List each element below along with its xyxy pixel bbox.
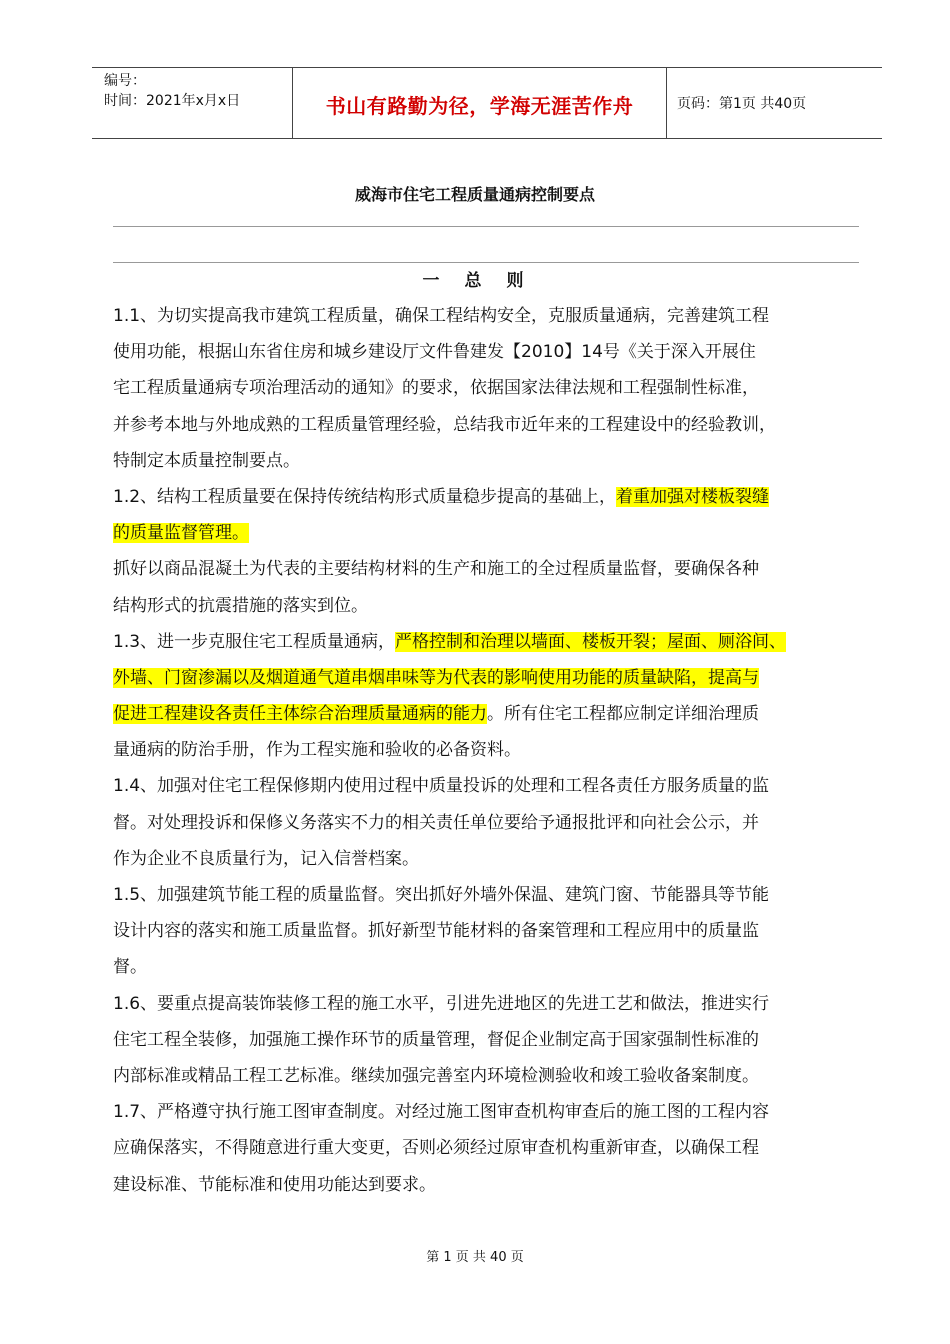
body-text-segment: 1.2、结构工程质量要在保持传统结构形式质量稳步提高的基础上，	[113, 486, 617, 507]
section-title: 一 总 则	[422, 271, 528, 291]
body-text-segment: 宅工程质量通病专项治理活动的通知》的要求，依据国家法律法规和工程强制性标准，	[113, 378, 759, 399]
body-text-segment: 1.7、严格遵守执行施工图审查制度。对经过施工图审查机构审查后的施工图的工程内容	[113, 1102, 770, 1123]
header-info-cell	[92, 68, 292, 138]
body-line	[113, 696, 873, 732]
highlighted-text: 着重加强对楼板裂缝	[616, 486, 770, 507]
body-text-segment: 使用功能，根据山东省住房和城乡建设厅文件鲁建发【2010】14号《关于深入开展住	[113, 342, 756, 363]
body-text-segment: 内部标准或精品工程工艺标准。继续加强完善室内环境检测验收和竣工验收备案制度。	[113, 1065, 759, 1086]
document-header	[92, 67, 882, 139]
body-line	[113, 841, 873, 877]
highlighted-text: 的质量监督管理。	[113, 523, 249, 544]
body-text-segment: 应确保落实，不得随意进行重大变更，否则必须经过原审查机构重新审查，以确保工程	[113, 1138, 759, 1159]
body-text-segment: 1.4、加强对住宅工程保修期内使用过程中质量投诉的处理和工程各责任方服务质量的监	[113, 776, 770, 797]
body-line	[113, 588, 873, 624]
body-line	[113, 624, 873, 660]
body-text-segment: 住宅工程全装修，加强施工操作环节的质量管理，督促企业制定高于国家强制性标准的	[113, 1029, 759, 1050]
body-line	[113, 1130, 873, 1166]
document-title: 威海市住宅工程质量通病控制要点	[354, 185, 595, 204]
body-text-segment: 结构形式的抗震措施的落实到位。	[113, 595, 368, 616]
body-text-segment: 督。对处理投诉和保修义务落实不力的相关责任单位要给予通报批评和向社会公示，并	[113, 812, 759, 833]
document-body	[113, 298, 873, 1203]
body-text-segment: 督。	[113, 957, 147, 978]
highlighted-text: 外墙、门窗渗漏以及烟道通气道串烟串味等为代表的影响使用功能的质量缺陷，提高与	[113, 667, 759, 688]
page-footer: 第 1 页 共 40 页	[426, 1250, 524, 1265]
body-line	[113, 768, 873, 804]
body-line	[113, 370, 873, 406]
body-line	[113, 913, 873, 949]
body-line	[113, 877, 873, 913]
body-line	[113, 732, 873, 768]
body-text-segment: 1.3、进一步克服住宅工程质量通病，	[113, 631, 396, 652]
header-motto-cell	[292, 68, 667, 138]
body-line	[113, 515, 873, 551]
body-line	[113, 660, 873, 696]
highlighted-text: 严格控制和治理以墙面、楼板开裂；屋面、厕浴间、	[395, 631, 787, 652]
body-text-segment: 量通病的防治手册，作为工程实施和验收的必备资料。	[113, 740, 521, 761]
section-divider	[113, 262, 859, 263]
body-line	[113, 1058, 873, 1094]
body-line	[113, 1167, 873, 1203]
document-number-label: 编号：	[104, 73, 146, 89]
body-line	[113, 298, 873, 334]
body-line	[113, 1094, 873, 1130]
body-text-segment: 作为企业不良质量行为，记入信誉档案。	[113, 848, 419, 869]
body-line	[113, 805, 873, 841]
body-text-segment: 设计内容的落实和施工质量监督。抓好新型节能材料的备案管理和工程应用中的质量监	[113, 921, 759, 942]
body-line	[113, 443, 873, 479]
body-line	[113, 479, 873, 515]
body-line	[113, 949, 873, 985]
header-page-label: 页码：第1页 共40页	[677, 96, 807, 112]
body-line	[113, 334, 873, 370]
body-line	[113, 986, 873, 1022]
header-motto: 书山有路勤为径，学海无涯苦作舟	[325, 94, 634, 118]
body-line	[113, 407, 873, 443]
header-page-cell	[667, 68, 882, 138]
body-line	[113, 1022, 873, 1058]
highlighted-text: 促进工程建设各责任主体综合治理质量通病的能力	[113, 704, 487, 725]
body-text-segment: 。所有住宅工程都应制定详细治理质	[487, 704, 759, 725]
body-line	[113, 551, 873, 587]
body-text-segment: 抓好以商品混凝土为代表的主要结构材料的生产和施工的全过程质量监督，要确保各种	[113, 559, 759, 580]
body-text-segment: 1.5、加强建筑节能工程的质量监督。突出抓好外墙外保温、建筑门窗、节能器具等节能	[113, 885, 770, 905]
body-text-segment: 建设标准、节能标准和使用功能达到要求。	[113, 1174, 436, 1195]
body-text-segment: 1.6、要重点提高装饰装修工程的施工水平，引进先进地区的先进工艺和做法，推进实行	[113, 993, 770, 1014]
body-text-segment: 1.1、为切实提高我市建筑工程质量，确保工程结构安全，克服质量通病，完善建筑工程	[113, 306, 770, 326]
title-divider	[113, 226, 859, 227]
body-text-segment: 并参考本地与外地成熟的工程质量管理经验，总结我市近年来的工程建设中的经验教训，	[113, 414, 776, 435]
document-time-label: 时间：2021年x月x日	[104, 93, 241, 109]
body-text-segment: 特制定本质量控制要点。	[113, 450, 300, 471]
